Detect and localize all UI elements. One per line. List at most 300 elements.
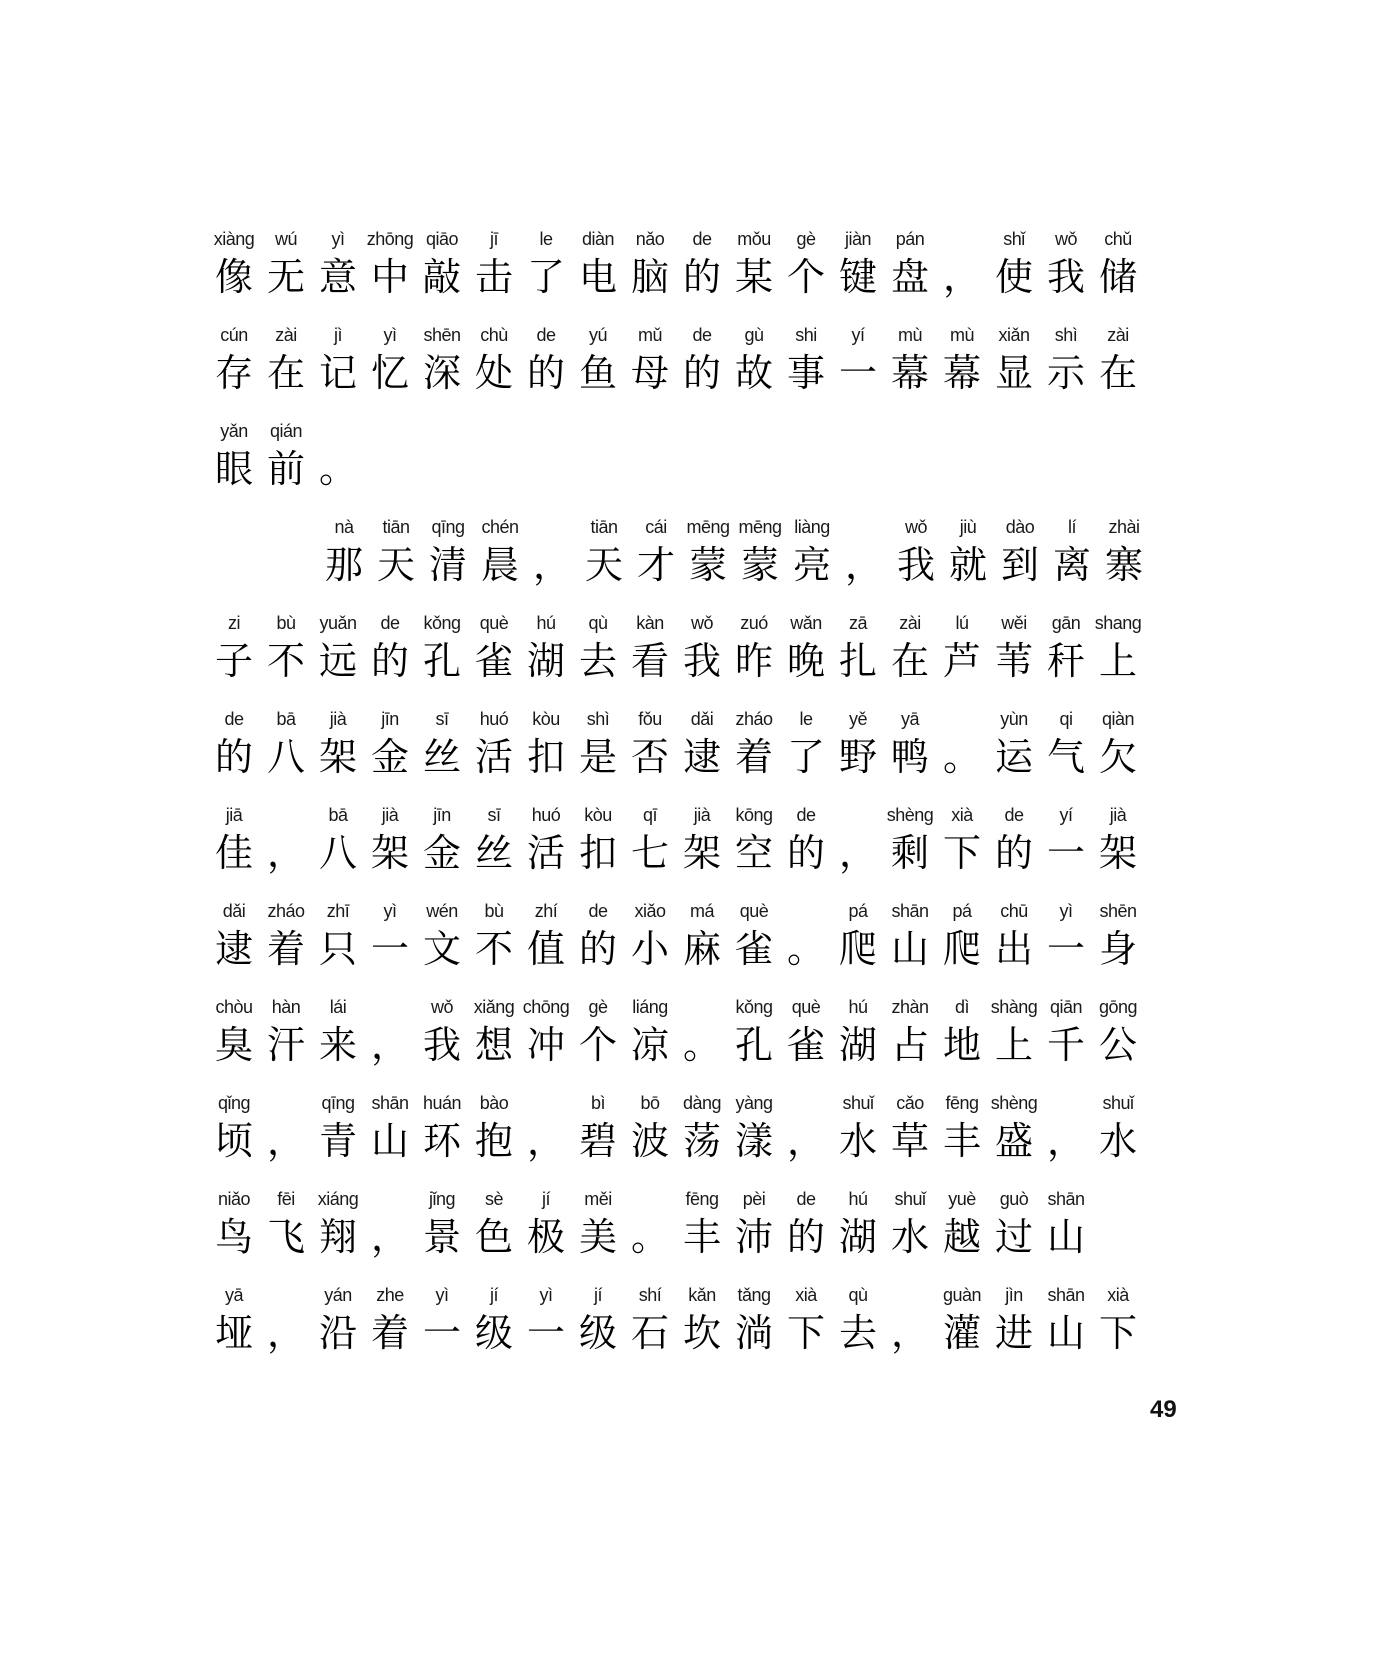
ruby-unit (468, 1186, 520, 1262)
ruby-unit (572, 994, 624, 1070)
text-line (208, 206, 1144, 302)
pinyin: wǒ (690, 613, 713, 633)
ruby-unit (312, 994, 364, 1070)
pinyin: shēn (423, 325, 461, 345)
hanzi: 级 (578, 1311, 617, 1355)
pinyin: lú (955, 613, 969, 633)
hanzi: 抱 (474, 1119, 513, 1163)
hanzi: 天 (584, 543, 623, 587)
hanzi: 敲 (422, 255, 461, 299)
ruby-unit (838, 514, 890, 590)
ruby-unit (468, 706, 520, 782)
pinyin: de (588, 901, 608, 921)
hanzi: 飞 (266, 1215, 305, 1259)
pinyin: cái (645, 517, 667, 537)
hanzi: 灌 (942, 1311, 981, 1355)
pinyin: pán (895, 229, 925, 249)
pinyin: yǎn (220, 421, 248, 441)
hanzi: ， (890, 1311, 929, 1355)
hanzi: 着 (370, 1311, 409, 1355)
ruby-unit (884, 610, 936, 686)
pinyin: shǐ (1003, 229, 1025, 249)
hanzi: 晨 (480, 543, 519, 587)
pinyin: jīn (381, 709, 399, 729)
pinyin: shèng (990, 1093, 1038, 1113)
pinyin: zhōng (366, 229, 414, 249)
hanzi: 我 (896, 543, 935, 587)
ruby-unit (676, 1186, 728, 1262)
hanzi: 意 (318, 255, 357, 299)
hanzi: 千 (1046, 1023, 1085, 1067)
hanzi: 个 (578, 1023, 617, 1067)
hanzi: 了 (786, 735, 825, 779)
pinyin: zi (228, 613, 240, 633)
ruby-unit (884, 994, 936, 1070)
hanzi: 存 (214, 351, 253, 395)
ruby-unit (728, 898, 780, 974)
ruby-unit (260, 610, 312, 686)
hanzi: ， (838, 831, 877, 875)
pinyin: huó (531, 805, 561, 825)
pinyin: yuè (948, 1189, 976, 1209)
pinyin: dàng (682, 1093, 722, 1113)
hanzi: 了 (526, 255, 565, 299)
pinyin: qīng (321, 1093, 355, 1113)
pinyin: qiàn (1101, 709, 1135, 729)
ruby-unit (312, 1186, 364, 1262)
ruby-unit (312, 1282, 364, 1358)
pinyin: shì (1054, 325, 1078, 345)
ruby-unit (260, 706, 312, 782)
ruby-unit (312, 322, 364, 398)
pinyin: wú (274, 229, 297, 249)
pinyin: jìn (1005, 1285, 1023, 1305)
ruby-unit (364, 898, 416, 974)
ruby-unit (260, 226, 312, 302)
pinyin: tiān (590, 517, 618, 537)
pinyin: shēn (1099, 901, 1137, 921)
pinyin: hú (536, 613, 556, 633)
ruby-unit (728, 1186, 780, 1262)
hanzi: 顷 (214, 1119, 253, 1163)
ruby-unit (988, 994, 1040, 1070)
pinyin: de (224, 709, 244, 729)
text-line (208, 1070, 1144, 1166)
hanzi: 草 (890, 1119, 929, 1163)
ruby-unit (624, 226, 676, 302)
pinyin: jī (490, 229, 498, 249)
hanzi: 出 (994, 927, 1033, 971)
pinyin: yí (1059, 805, 1073, 825)
ruby-unit (520, 898, 572, 974)
ruby-unit (416, 1186, 468, 1262)
text-line (208, 302, 1144, 398)
hanzi: 沛 (734, 1215, 773, 1259)
ruby-unit (936, 802, 988, 878)
hanzi: 身 (1098, 927, 1137, 971)
ruby-unit (728, 994, 780, 1070)
ruby-unit (780, 1090, 832, 1166)
ruby-unit (988, 610, 1040, 686)
ruby-unit (416, 706, 468, 782)
pinyin: sī (435, 709, 449, 729)
pinyin: chǔ (1104, 229, 1132, 249)
ruby-unit (1092, 610, 1144, 686)
hanzi: 就 (948, 543, 987, 587)
pinyin: kōng (735, 805, 773, 825)
hanzi: 架 (318, 735, 357, 779)
ruby-unit (312, 706, 364, 782)
ruby-unit (468, 802, 520, 878)
text-line (208, 398, 1144, 494)
pinyin: liàng (794, 517, 830, 537)
hanzi: 着 (266, 927, 305, 971)
ruby-unit (676, 898, 728, 974)
hanzi: 极 (526, 1215, 565, 1259)
pinyin: niǎo (217, 1189, 251, 1209)
ruby-unit (728, 322, 780, 398)
hanzi: 只 (318, 927, 357, 971)
hanzi: 故 (734, 351, 773, 395)
ruby-unit (682, 514, 734, 590)
pinyin: fǒu (638, 709, 662, 729)
ruby-unit (832, 1186, 884, 1262)
text-line (208, 974, 1144, 1070)
hanzi: 不 (266, 639, 305, 683)
page-number: 49 (1150, 1396, 1177, 1423)
pinyin: hú (848, 1189, 868, 1209)
pinyin: gù (744, 325, 764, 345)
ruby-unit (416, 1090, 468, 1166)
ruby-unit (572, 322, 624, 398)
text-line (208, 686, 1144, 782)
hanzi: 否 (630, 735, 669, 779)
pinyin: qián (269, 421, 303, 441)
pinyin: yùn (1000, 709, 1028, 729)
ruby-unit (572, 802, 624, 878)
hanzi: 在 (1098, 351, 1137, 395)
pinyin: pèi (742, 1189, 766, 1209)
hanzi: 石 (630, 1311, 669, 1355)
pinyin: fēi (277, 1189, 295, 1209)
ruby-unit (416, 610, 468, 686)
hanzi: 下 (942, 831, 981, 875)
hanzi: 臭 (214, 1023, 253, 1067)
ruby-unit (416, 226, 468, 302)
hanzi: 丰 (942, 1119, 981, 1163)
ruby-unit (624, 706, 676, 782)
ruby-unit (572, 1186, 624, 1262)
ruby-unit (676, 1282, 728, 1358)
text-line (208, 1262, 1144, 1358)
pinyin: jǐng (428, 1189, 456, 1209)
pinyin: yì (383, 901, 397, 921)
hanzi: 青 (318, 1119, 357, 1163)
hanzi: 远 (318, 639, 357, 683)
hanzi: 架 (370, 831, 409, 875)
hanzi: 漾 (734, 1119, 773, 1163)
hanzi: 子 (214, 639, 253, 683)
hanzi: 想 (474, 1023, 513, 1067)
pinyin: nà (334, 517, 354, 537)
pinyin: shang (1094, 613, 1142, 633)
ruby-unit (572, 610, 624, 686)
pinyin: xiáng (317, 1189, 359, 1209)
ruby-unit (832, 226, 884, 302)
ruby-unit (884, 802, 936, 878)
pinyin: huán (422, 1093, 462, 1113)
pinyin: de (692, 229, 712, 249)
hanzi: 气 (1046, 735, 1085, 779)
hanzi: 中 (370, 255, 409, 299)
pinyin: gōng (1098, 997, 1138, 1017)
hanzi: 的 (578, 927, 617, 971)
hanzi: ， (1046, 1119, 1085, 1163)
ruby-unit (416, 802, 468, 878)
hanzi: 。 (942, 735, 981, 779)
hanzi: 一 (370, 927, 409, 971)
ruby-unit (676, 322, 728, 398)
ruby-unit (1040, 1282, 1092, 1358)
pinyin: kǒng (423, 613, 461, 633)
pinyin: zhí (534, 901, 558, 921)
hanzi: 丰 (682, 1215, 721, 1259)
pinyin: lí (1068, 517, 1076, 537)
pinyin: yā (224, 1285, 243, 1305)
hanzi: 逮 (214, 927, 253, 971)
hanzi: 苇 (994, 639, 1033, 683)
pinyin: shì (586, 709, 610, 729)
hanzi: 一 (838, 351, 877, 395)
pinyin: jiù (959, 517, 977, 537)
ruby-unit (728, 802, 780, 878)
pinyin: měi (584, 1189, 612, 1209)
hanzi: 越 (942, 1215, 981, 1259)
hanzi: 的 (994, 831, 1033, 875)
ruby-unit (364, 1282, 416, 1358)
ruby-unit (208, 1186, 260, 1262)
ruby-unit (364, 610, 416, 686)
pinyin: pá (848, 901, 868, 921)
text-line (208, 590, 1144, 686)
ruby-unit (312, 802, 364, 878)
ruby-unit (572, 898, 624, 974)
hanzi: 汗 (266, 1023, 305, 1067)
hanzi: 我 (1046, 255, 1085, 299)
pinyin: má (689, 901, 714, 921)
hanzi: 下 (1098, 1311, 1137, 1355)
hanzi: ， (266, 1119, 305, 1163)
hanzi: 七 (630, 831, 669, 875)
hanzi: 无 (266, 255, 305, 299)
pinyin: shuǐ (842, 1093, 874, 1113)
ruby-unit (208, 706, 260, 782)
ruby-unit (1040, 610, 1092, 686)
hanzi: 爬 (838, 927, 877, 971)
hanzi: 在 (890, 639, 929, 683)
ruby-unit (988, 1090, 1040, 1166)
ruby-unit (416, 994, 468, 1070)
ruby-unit (520, 1186, 572, 1262)
hanzi: 运 (994, 735, 1033, 779)
hanzi: 的 (682, 351, 721, 395)
pinyin: huó (479, 709, 509, 729)
pinyin: xiǎng (473, 997, 515, 1017)
pinyin: jì (334, 325, 342, 345)
hanzi: 亮 (792, 543, 831, 587)
pinyin: qù (848, 1285, 868, 1305)
hanzi: 欠 (1098, 735, 1137, 779)
pinyin: sè (484, 1189, 503, 1209)
ruby-unit (208, 898, 260, 974)
text-line (208, 494, 1144, 590)
ruby-unit (1092, 1090, 1144, 1166)
ruby-unit (520, 226, 572, 302)
ruby-unit (520, 322, 572, 398)
pinyin: jiàn (844, 229, 872, 249)
ruby-unit (780, 226, 832, 302)
pinyin: chū (1000, 901, 1028, 921)
pinyin: kàn (636, 613, 664, 633)
pinyin: wǒ (430, 997, 453, 1017)
ruby-unit (988, 898, 1040, 974)
hanzi: 过 (994, 1215, 1033, 1259)
hanzi: 像 (214, 255, 253, 299)
ruby-unit (624, 322, 676, 398)
hanzi: 昨 (734, 639, 773, 683)
pinyin: shuǐ (894, 1189, 926, 1209)
hanzi: 的 (682, 255, 721, 299)
ruby-unit (1092, 706, 1144, 782)
hanzi: 处 (474, 351, 513, 395)
hanzi: 天 (376, 543, 415, 587)
pinyin: zuó (740, 613, 768, 633)
ruby-unit (260, 1282, 312, 1358)
ruby-unit (370, 514, 422, 590)
hanzi: 金 (370, 735, 409, 779)
pinyin: shàng (990, 997, 1038, 1017)
pinyin: bā (276, 709, 296, 729)
hanzi: 环 (422, 1119, 461, 1163)
hanzi: 芦 (942, 639, 981, 683)
pinyin: xiǎn (998, 325, 1030, 345)
ruby-unit (884, 1090, 936, 1166)
pinyin: jiā (225, 805, 243, 825)
pinyin: cǎo (896, 1093, 924, 1113)
hanzi: 不 (474, 927, 513, 971)
hanzi: 上 (1098, 639, 1137, 683)
pinyin: zài (899, 613, 921, 633)
ruby-unit (364, 226, 416, 302)
hanzi: 扣 (526, 735, 565, 779)
pinyin: yì (435, 1285, 449, 1305)
hanzi: 母 (630, 351, 669, 395)
hanzi: 事 (786, 351, 825, 395)
ruby-unit (624, 1282, 676, 1358)
hanzi: 。 (318, 447, 357, 491)
ruby-unit (520, 994, 572, 1070)
pinyin: bì (590, 1093, 605, 1113)
pinyin: yì (539, 1285, 553, 1305)
pinyin: shí (638, 1285, 662, 1305)
text-line (208, 1166, 1144, 1262)
pinyin: jià (1109, 805, 1127, 825)
ruby-unit (1092, 994, 1144, 1070)
pinyin: bā (328, 805, 348, 825)
ruby-unit (1040, 322, 1092, 398)
ruby-unit (832, 898, 884, 974)
ruby-unit (630, 514, 682, 590)
hanzi: 储 (1098, 255, 1137, 299)
ruby-unit (572, 706, 624, 782)
pinyin: tiān (382, 517, 410, 537)
hanzi: 水 (890, 1215, 929, 1259)
hanzi: 翔 (318, 1215, 357, 1259)
pinyin: zháo (267, 901, 305, 921)
hanzi: 扣 (578, 831, 617, 875)
ruby-unit (468, 994, 520, 1070)
ruby-unit (260, 898, 312, 974)
hanzi: 山 (1046, 1215, 1085, 1259)
ruby-unit (578, 514, 630, 590)
pinyin: dǎi (222, 901, 246, 921)
ruby-unit (526, 514, 578, 590)
ruby-unit (520, 802, 572, 878)
hanzi: 荡 (682, 1119, 721, 1163)
hanzi: 波 (630, 1119, 669, 1163)
hanzi: 击 (474, 255, 513, 299)
ruby-unit (312, 226, 364, 302)
pinyin: chén (481, 517, 519, 537)
pinyin: qī (642, 805, 657, 825)
hanzi: 。 (630, 1215, 669, 1259)
ruby-unit (988, 802, 1040, 878)
hanzi: 八 (266, 735, 305, 779)
pinyin: gè (796, 229, 816, 249)
hanzi: 去 (838, 1311, 877, 1355)
hanzi: 使 (994, 255, 1033, 299)
ruby-unit (260, 1090, 312, 1166)
pinyin: bù (484, 901, 504, 921)
ruby-unit (312, 610, 364, 686)
pinyin: mù (897, 325, 922, 345)
hanzi: 鱼 (578, 351, 617, 395)
ruby-unit (468, 1282, 520, 1358)
hanzi: 一 (1046, 831, 1085, 875)
pinyin: qi (1059, 709, 1073, 729)
ruby-unit (520, 1090, 572, 1166)
hanzi: 鸟 (214, 1215, 253, 1259)
pinyin: kòu (532, 709, 560, 729)
ruby-unit (520, 706, 572, 782)
ruby-unit (884, 706, 936, 782)
ruby-unit (884, 322, 936, 398)
hanzi: 秆 (1046, 639, 1085, 683)
ruby-unit (208, 1282, 260, 1358)
pinyin: cún (220, 325, 248, 345)
pinyin: kǎn (688, 1285, 716, 1305)
ruby-unit (312, 418, 364, 494)
ruby-unit (890, 514, 942, 590)
ruby-unit (474, 514, 526, 590)
ruby-unit (520, 610, 572, 686)
pinyin-text-block (208, 206, 1144, 1358)
hanzi: 在 (266, 351, 305, 395)
pinyin: hàn (271, 997, 301, 1017)
pinyin: fēng (945, 1093, 979, 1113)
ruby-unit (572, 1282, 624, 1358)
hanzi: 一 (1046, 927, 1085, 971)
